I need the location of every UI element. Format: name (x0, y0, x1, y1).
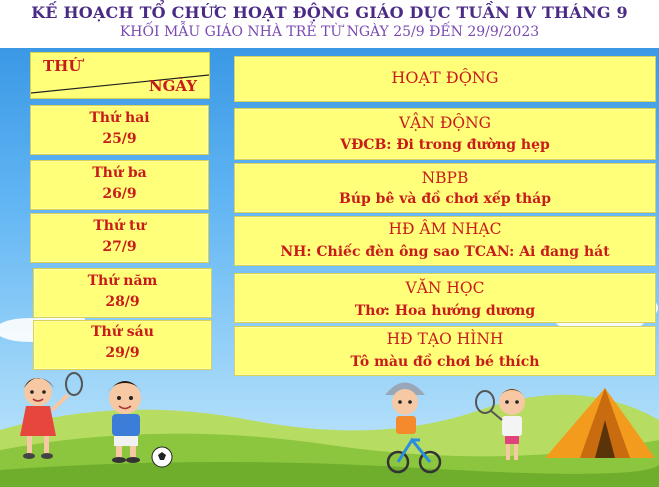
header-bar (0, 0, 659, 48)
day-cell-4 (33, 268, 212, 318)
page-subtitle: KHỐI MẪU GIÁO NHÀ TRẺ TỪ NGÀY 25/9 ĐẾN 29/9/2023 (119, 24, 540, 40)
activity-title: HĐ TẠO HÌNH (386, 330, 504, 348)
activity-title: VĂN HỌC (405, 279, 485, 297)
day-name: Thứ năm (87, 273, 158, 289)
boy-icon (108, 381, 142, 463)
activity-detail: Thơ: Hoa hướng dương (354, 303, 536, 319)
activity-cell-4 (234, 273, 656, 323)
day-date: 29/9 (105, 345, 140, 361)
activity-cell-1 (234, 108, 656, 160)
front-hill (0, 434, 659, 487)
activity-title: VẬN ĐỘNG (398, 114, 492, 132)
day-date: 26/9 (102, 186, 137, 202)
ground (0, 462, 659, 487)
activity-detail: NH: Chiếc đèn ông sao TCAN: Ai đang hát (280, 244, 610, 260)
day-date: 27/9 (102, 239, 137, 255)
corner-label-day: THỨ (43, 57, 82, 75)
day-date: 25/9 (102, 131, 137, 147)
back-hill (0, 395, 659, 487)
activity-title: HĐ ÂM NHẠC (388, 220, 502, 238)
tent-icon (545, 388, 655, 458)
day-date: 28/9 (105, 294, 140, 310)
activity-cell-3 (234, 216, 656, 266)
day-cell-1 (30, 105, 209, 155)
bicycle-child-icon (385, 383, 440, 473)
activity-cell-5 (234, 326, 656, 376)
girl-icon (20, 373, 82, 459)
day-cell-5 (33, 320, 212, 370)
day-name: Thứ sáu (91, 324, 154, 340)
activity-header-cell (234, 56, 656, 102)
activity-detail: VĐCB: Đi trong đường hẹp (340, 137, 550, 153)
day-cell-3 (30, 213, 209, 263)
day-name: Thứ hai (89, 110, 150, 126)
tennis-girl-icon (476, 389, 526, 460)
activity-detail: Tô màu đồ chơi bé thích (350, 354, 540, 370)
corner-header-cell (30, 52, 210, 99)
day-name: Thứ tư (93, 218, 146, 234)
day-name: Thứ ba (92, 165, 147, 181)
day-cell-2 (30, 160, 209, 210)
corner-label-date: NGÀY (148, 77, 197, 95)
activity-header-label: HOẠT ĐỘNG (391, 68, 499, 87)
activity-title: NBPB (421, 169, 469, 187)
soccer-ball-icon (152, 447, 172, 467)
activity-detail: Búp bê và đồ chơi xếp tháp (339, 191, 551, 207)
page-title: KẾ HOẠCH TỔ CHỨC HOẠT ĐỘNG GIÁO DỤC TUẦN IV THÁNG 9 (31, 3, 628, 22)
activity-cell-2 (234, 163, 656, 213)
